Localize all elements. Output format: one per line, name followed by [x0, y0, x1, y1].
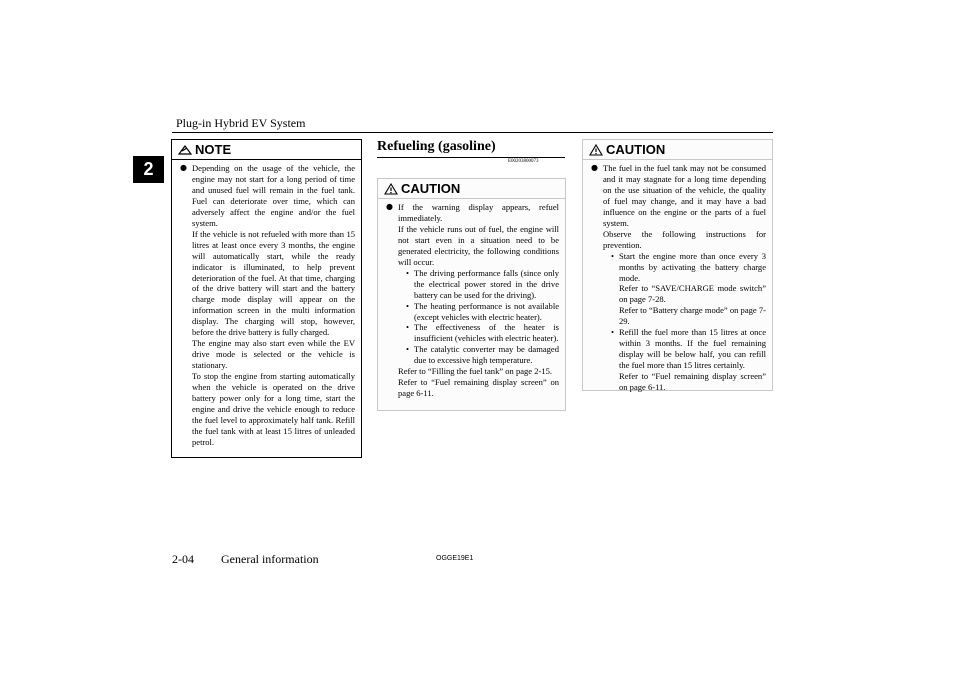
caution-para-1: If the vehicle runs out of fuel, the engine will not start even in a situation need to be generated electricity, the following conditions will occur. [398, 223, 559, 267]
note-para-1: If the vehicle is not refueled with more than 15 litres at least once every 3 months, the engine will automatically start, while the ready indicator is illuminated, to help prevent deterioration of the fuel. At that time, charging of the drive battery will start and the battery charge mode display will appear on the information screen in the multi information display. The charging will stop, however, before the drive battery is fully charged. [192, 228, 355, 338]
note-box [171, 139, 362, 458]
caution-header-right [583, 140, 772, 160]
caution-bullet [406, 268, 559, 301]
caution-ref-fuel-display: Refer to “Fuel remaining display screen” on page 6-11. [398, 377, 559, 399]
caution-bullet-text: The catalytic converter may be damaged due to excessive high temperature. [414, 344, 559, 366]
note-icon [178, 144, 192, 156]
caution-bullet-text: The heating performance is not available (except vehicles with electric heater). [414, 300, 559, 322]
note-item [180, 163, 355, 448]
caution-right-bullet-2-text: Refill the fuel more than 15 litres at once within 3 months. If the fuel remaining display will be below half, you can refill the fuel more than 15 litres certainly. [619, 327, 766, 371]
note-para-3: To stop the engine from starting automatically when the vehicle is operated on the drive battery power only for a long time, start the engine and drive the vehicle enough to reduce the fuel level to approximately half tank. Refill the fuel tank with at least 15 litres of unleaded petrol. [192, 371, 355, 447]
section-code: E00203800073 [508, 159, 539, 164]
caution-heading-middle: CAUTION [401, 181, 461, 196]
footer-doc-code: OGGE19E1 [436, 555, 474, 562]
caution-bullet [406, 301, 559, 323]
note-item-text: Depending on the usage of the vehicle, the engine may not start for a long period of time and unused fuel will remain in the fuel tank. Fuel can deteriorate over time, which can adversely affect the engine and/or the fuel system. [192, 163, 355, 228]
item-bullet-icon: ● [180, 163, 187, 172]
caution-bullet [406, 322, 559, 344]
caution-body-right [583, 160, 772, 397]
caution-body-middle [378, 199, 565, 403]
header-rule [172, 132, 773, 133]
caution-right-item-text: The fuel in the fuel tank may not be consumed and it may stagnate for a long time depending on the use situation of the vehicle, the quality of fuel may change, and it may have a bad influence on the engine or the parts of a fuel system. [603, 163, 766, 228]
caution-right-para-1: Observe the following instructions for prevention. [603, 228, 766, 250]
note-heading: NOTE [195, 142, 232, 157]
footer-page-number: 2-04 [172, 552, 194, 566]
caution-heading-right: CAUTION [606, 142, 666, 157]
caution-bullet [406, 344, 559, 366]
caution-right-ref-save-charge: Refer to “SAVE/CHARGE mode switch” on page 7-28. [619, 283, 766, 305]
caution-right-bullet-1 [611, 251, 766, 328]
note-para-2: The engine may also start even while the EV drive mode is selected or the vehicle is stationary. [192, 338, 355, 371]
caution-item-text: If the warning display appears, refuel immediately. [398, 202, 559, 223]
page-header-title: Plug-in Hybrid EV System [176, 116, 306, 130]
sub-bullet-icon: • [406, 300, 409, 311]
item-bullet-icon: ● [591, 163, 598, 172]
sub-bullet-icon: • [611, 250, 614, 261]
caution-box-middle [377, 178, 566, 411]
note-body [172, 160, 361, 452]
section-rule [377, 157, 565, 158]
section-title: Refueling (gasoline) [377, 139, 496, 154]
caution-item-middle [386, 202, 559, 399]
sub-bullet-icon: • [406, 344, 409, 355]
warning-triangle-icon [384, 183, 398, 195]
caution-header-middle [378, 179, 565, 199]
caution-right-ref-fuel-display: Refer to “Fuel remaining display screen” on page 6-11. [619, 371, 766, 393]
caution-right-bullet-1-text: Start the engine more than once every 3 months by activating the battery charge mode. [619, 250, 766, 283]
caution-bullet-text: The driving performance falls (since only the electrical power stored in the drive battery can be used for the driving). [414, 267, 559, 300]
sub-bullet-icon: • [611, 327, 614, 338]
sub-bullet-icon: • [406, 267, 409, 278]
caution-box-right [582, 139, 773, 391]
chapter-tab: 2 [133, 156, 164, 183]
sub-bullet-icon: • [406, 322, 409, 333]
caution-right-ref-battery-charge: Refer to “Battery charge mode” on page 7-29. [619, 305, 766, 327]
caution-bullet-text: The effectiveness of the heater is insufficient (vehicles with electric heater). [414, 322, 559, 344]
caution-ref-filling: Refer to “Filling the fuel tank” on page 2-15. [398, 366, 553, 377]
caution-item-right [591, 163, 766, 393]
warning-triangle-icon [589, 144, 603, 156]
footer-chapter-title: General information [221, 552, 319, 566]
note-header [172, 140, 361, 160]
item-bullet-icon: ● [386, 202, 393, 211]
caution-right-bullet-2 [611, 327, 766, 393]
